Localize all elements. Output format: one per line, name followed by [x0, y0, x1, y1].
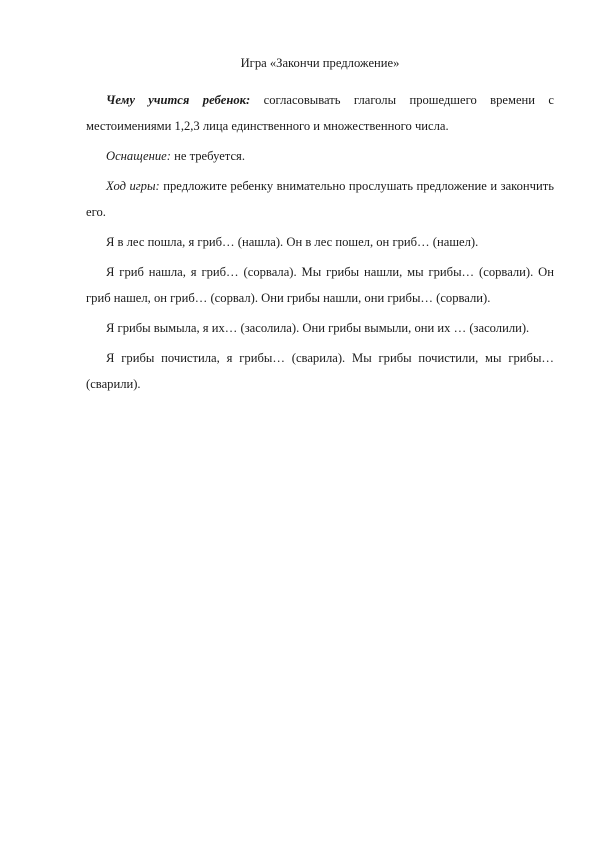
sentence-paragraph: Я в лес пошла, я гриб… (нашла). Он в лес пошел, он гриб… (нашел). [106, 235, 479, 249]
document-title: Игра «Закончи предложение» [240, 56, 400, 70]
equipment-label: Оснащение: [106, 149, 171, 163]
sentence-paragraph: Я грибы почистила, я грибы… (сварила). Мы грибы почистили, мы грибы… (сварили). [86, 351, 554, 391]
goal-text: согласовывать глаголы прошедшего времени с местоимениями 1,2,3 лица единственного и множественного числа. [86, 93, 554, 133]
equipment-text: не требуется. [174, 149, 245, 163]
procedure-label: Ход игры: [106, 179, 160, 193]
goal-label: Чему учится ребенок: [106, 93, 251, 107]
sentence-paragraph: Я гриб нашла, я гриб… (сорвала). Мы грибы нашли, мы грибы… (сорвали). Он гриб нашел, он гриб… (сорвал). Они грибы нашли, они грибы… (сорвали). [86, 265, 554, 305]
equipment-paragraph [86, 143, 554, 169]
sentence-paragraph: Я грибы вымыла, я их… (засолила). Они грибы вымыли, они их … (засолили). [106, 321, 530, 335]
document-body [86, 55, 554, 401]
procedure-paragraph [86, 173, 554, 225]
procedure-text: предложите ребенку внимательно прослушать предложение и закончить его. [86, 179, 554, 219]
goal-paragraph [86, 87, 554, 139]
